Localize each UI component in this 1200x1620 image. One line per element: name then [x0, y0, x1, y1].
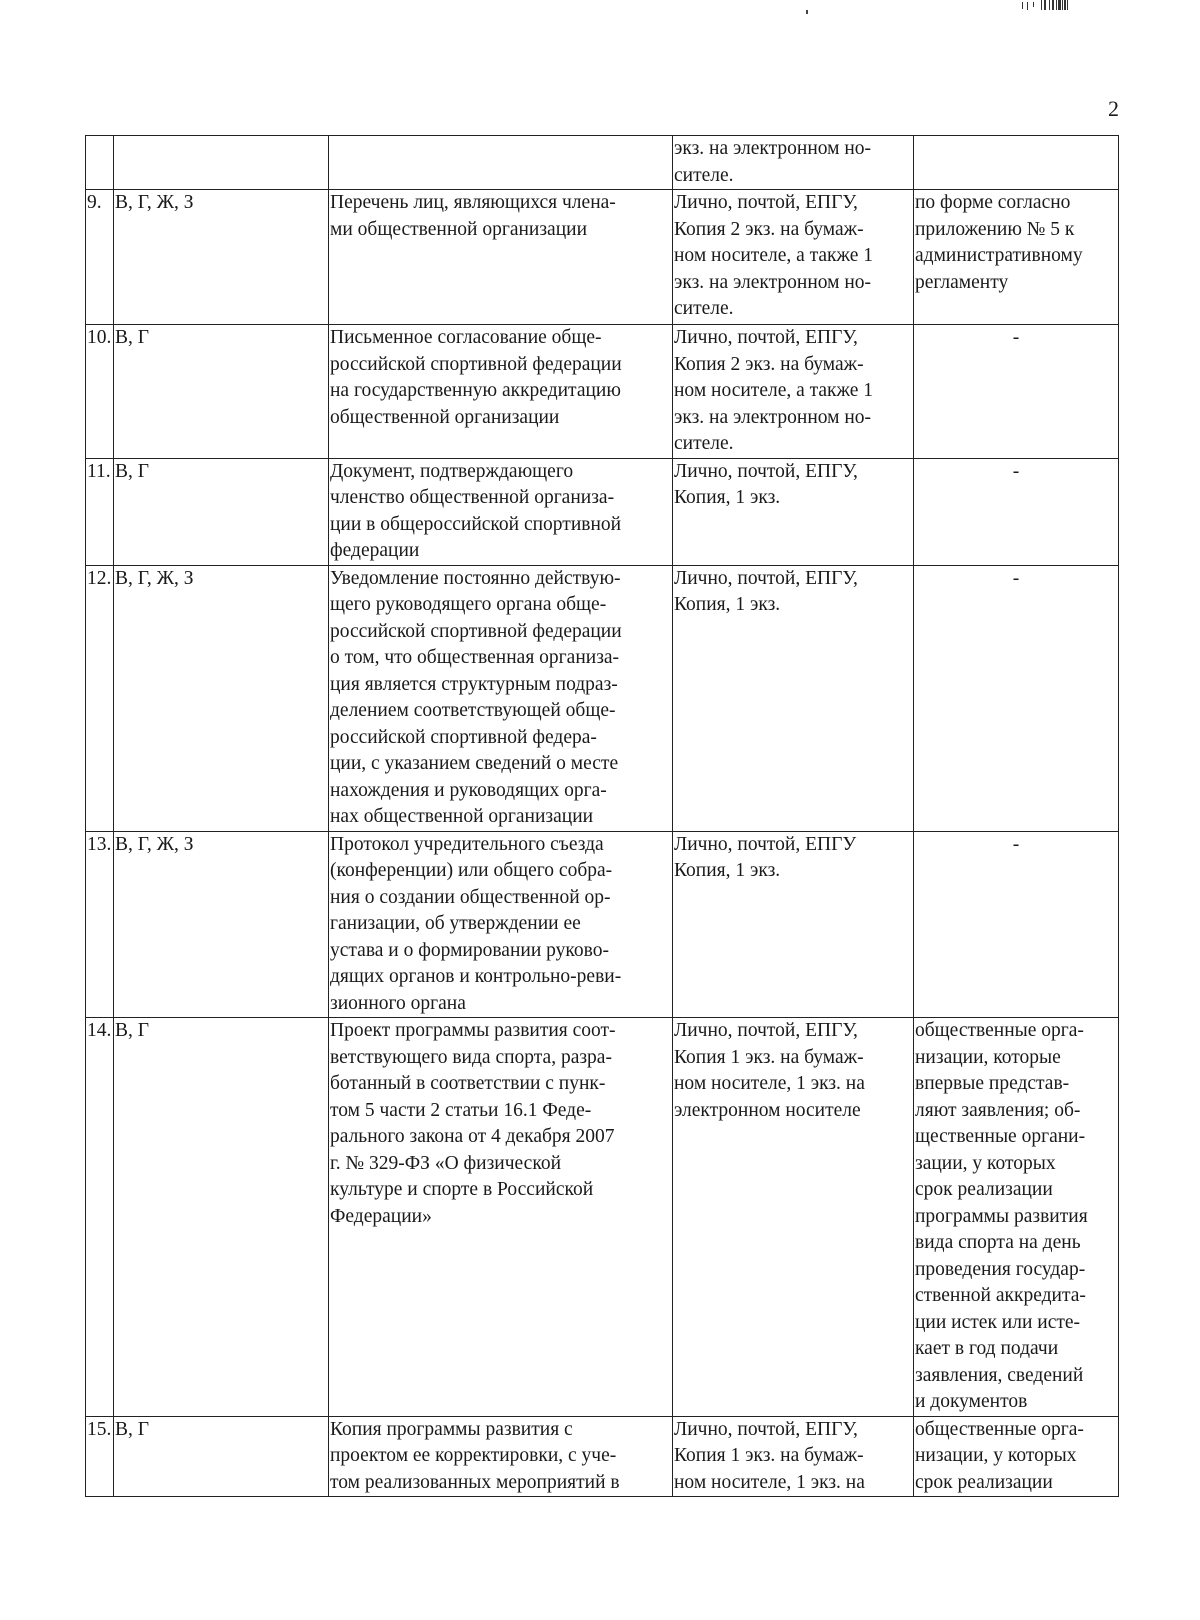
barcode-mark: [1022, 0, 1077, 12]
row-note: по форме согласно приложению № 5 к административному регламенту: [914, 190, 1119, 325]
row-codes: В, Г: [114, 458, 329, 565]
table-row: [86, 565, 1119, 831]
row-codes: В, Г: [114, 1018, 329, 1417]
row-method: Лично, почтой, ЕПГУ, Копия 1 экз. на бумаж- ном носителе, 1 экз. на электронном носителе: [673, 1018, 914, 1417]
row-number: 14.: [86, 1018, 114, 1417]
row-note: -: [914, 831, 1119, 1018]
table-row: [86, 190, 1119, 325]
row-number: [86, 136, 114, 190]
row-note: -: [914, 458, 1119, 565]
row-note: общественные орга- низации, у которых срок реализации: [914, 1416, 1119, 1497]
row-note: [914, 136, 1119, 190]
row-codes: В, Г: [114, 1416, 329, 1497]
row-method: Лично, почтой, ЕПГУ, Копия, 1 экз.: [673, 565, 914, 831]
row-method: Лично, почтой, ЕПГУ, Копия 1 экз. на бумаж- ном носителе, 1 экз. на: [673, 1416, 914, 1497]
row-number: 10.: [86, 325, 114, 459]
row-document: [329, 136, 673, 190]
row-codes: [114, 136, 329, 190]
row-document: Письменное согласование обще- российской спортивной федерации на государственную аккредитацию общественной организации: [329, 325, 673, 459]
row-document: Протокол учредительного съезда (конференции) или общего собра- ния о создании общественной ор- ганизации, об утверждении ее устава и о формировании руково- дящих органов и контрольно-реви- зионного органа: [329, 831, 673, 1018]
row-number: 13.: [86, 831, 114, 1018]
row-document: Уведомление постоянно действую- щего руководящего органа обще- российской спортивной федерации о том, что общественная организа- ция является структурным подраз- делением соответствующей обще- российской спортивной федера- ции, с указанием сведений о месте нахождения и руководящих орга- нах общественной организации: [329, 565, 673, 831]
row-number: 9.: [86, 190, 114, 325]
table-row: [86, 136, 1119, 190]
row-codes: В, Г, Ж, З: [114, 565, 329, 831]
row-codes: В, Г, Ж, З: [114, 190, 329, 325]
row-document: Проект программы развития соот- ветствующего вида спорта, разра- ботанный в соответствии с пунк- том 5 части 2 статьи 16.1 Феде- рального закона от 4 декабря 2007 г. № 329-ФЗ «О физической культуре и спорте в Российской Федерации»: [329, 1018, 673, 1417]
row-method: Лично, почтой, ЕПГУ, Копия 2 экз. на бумаж- ном носителе, а также 1 экз. на электронном но- сителе.: [673, 325, 914, 459]
row-note: -: [914, 565, 1119, 831]
row-codes: В, Г, Ж, З: [114, 831, 329, 1018]
row-note: -: [914, 325, 1119, 459]
documents-table: [85, 135, 1119, 1497]
table-row: [86, 325, 1119, 459]
scan-mark: [806, 10, 808, 14]
row-method: Лично, почтой, ЕПГУ, Копия 2 экз. на бумаж- ном носителе, а также 1 экз. на электронном но- сителе.: [673, 190, 914, 325]
table-row: [86, 1416, 1119, 1497]
page-number: 2: [1108, 96, 1119, 121]
table-row: [86, 458, 1119, 565]
row-note: общественные орга- низации, которые впервые представ- ляют заявления; об- щественные органи- зации, у которых срок реализации программы развития вида спорта на день проведения государ- ственной аккредита- ции истек или исте- кает в год подачи заявления, сведений и документов: [914, 1018, 1119, 1417]
row-codes: В, Г: [114, 325, 329, 459]
row-method: Лично, почтой, ЕПГУ Копия, 1 экз.: [673, 831, 914, 1018]
row-document: Перечень лиц, являющихся члена- ми общественной организации: [329, 190, 673, 325]
row-number: 12.: [86, 565, 114, 831]
table-row: [86, 831, 1119, 1018]
table-row: [86, 1018, 1119, 1417]
row-method: Лично, почтой, ЕПГУ, Копия, 1 экз.: [673, 458, 914, 565]
row-document: Копия программы развития с проектом ее корректировки, с уче- том реализованных мероприятий в: [329, 1416, 673, 1497]
row-document: Документ, подтверждающего членство общественной организа- ции в общероссийской спортивной федерации: [329, 458, 673, 565]
row-number: 15.: [86, 1416, 114, 1497]
row-method: экз. на электронном но- сителе.: [673, 136, 914, 190]
row-number: 11.: [86, 458, 114, 565]
